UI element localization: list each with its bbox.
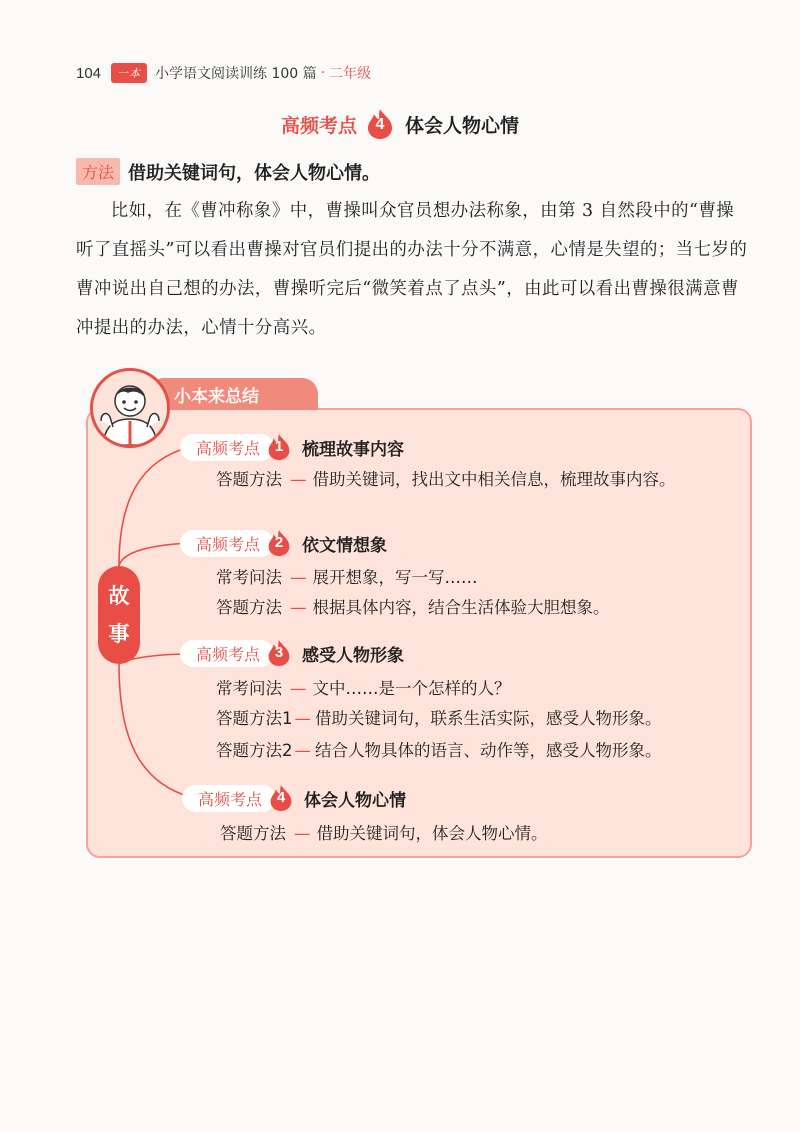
item-text: 借助关键词，找出文中相关信息，梳理故事内容。	[312, 470, 676, 489]
key-point-label: 高频考点	[180, 640, 274, 667]
answer-method-2	[216, 596, 610, 620]
answer-method-1	[216, 468, 726, 492]
title-separator: ·	[320, 65, 326, 81]
book-title: 小学语文阅读训练 100 篇	[155, 66, 317, 82]
key-point-number: 2	[274, 534, 284, 551]
key-point-title: 体会人物心情	[304, 790, 407, 811]
section-number: 4	[375, 116, 385, 133]
root-node-story	[98, 566, 140, 664]
section-label: 高频考点	[280, 114, 357, 137]
item-text: 展开想象，写一写……	[312, 568, 478, 587]
key-point-2	[180, 528, 387, 558]
item-text: 根据具体内容，结合生活体验大胆想象。	[312, 598, 610, 617]
item-label: 答题方法	[216, 470, 282, 489]
item-label: 答题方法	[216, 598, 282, 617]
key-point-1	[180, 432, 404, 462]
item-text: 借助关键词句，体会人物心情。	[316, 824, 548, 843]
key-point-number: 4	[276, 789, 286, 806]
item-label: 答题方法2	[216, 741, 293, 760]
item-dash: —	[290, 598, 307, 617]
item-dash: —	[290, 470, 307, 489]
flame-badge	[266, 432, 292, 462]
flame-badge	[266, 638, 292, 668]
item-dash: —	[290, 568, 307, 587]
book-grade: 二年级	[329, 66, 372, 82]
item-label: 常考问法	[216, 568, 282, 587]
item-text: 借助关键词句，联系生活实际，感受人物形象。	[315, 709, 662, 728]
item-label: 常考问法	[216, 679, 282, 698]
key-point-4	[182, 783, 406, 813]
key-point-title: 依文情想象	[302, 535, 388, 556]
key-point-number: 3	[274, 644, 284, 661]
common-question-3	[216, 677, 511, 701]
item-dash: —	[294, 741, 311, 760]
answer-method-4	[220, 822, 548, 846]
item-label: 答题方法	[220, 824, 286, 843]
item-dash: —	[294, 824, 311, 843]
answer-method-3a	[216, 707, 662, 731]
item-text: 结合人物具体的语言、动作等，感受人物形象。	[315, 741, 662, 760]
brand-logo: 一本	[111, 63, 147, 83]
item-dash: —	[294, 709, 311, 728]
method-text: 借助关键词句，体会人物心情。	[128, 162, 381, 184]
key-point-label: 高频考点	[180, 434, 274, 461]
item-text: 文中……是一个怎样的人？	[312, 679, 511, 698]
key-point-title: 感受人物形象	[302, 645, 405, 666]
flame-badge	[266, 528, 292, 558]
key-point-label: 高频考点	[182, 785, 276, 812]
key-point-title: 梳理故事内容	[302, 439, 405, 460]
key-point-number: 1	[274, 438, 284, 455]
key-point-label: 高频考点	[180, 530, 274, 557]
method-tag: 方法	[76, 158, 120, 185]
section-name: 体会人物心情	[405, 114, 520, 137]
item-dash: —	[290, 679, 307, 698]
item-label: 答题方法1	[216, 709, 293, 728]
root-char-2: 事	[108, 622, 130, 646]
flame-badge	[268, 783, 294, 813]
key-point-3	[180, 638, 404, 668]
root-char-1: 故	[108, 584, 130, 608]
example-paragraph: 比如，在《曹冲称象》中，曹操叫众官员想办法称象，由第 3 自然段中的“曹操听了直摇头”可以看出曹操对官员们提出的办法十分不满意，心情是失望的；当七岁的曹冲说出自己想的办法，曹操听完后“微笑着点了点头”，由此可以看出曹操很满意曹冲提出的办法，心情十分高兴。	[76, 201, 748, 338]
common-question-2	[216, 566, 478, 590]
summary-tab: 小本来总结	[148, 378, 318, 410]
answer-method-3b	[216, 739, 662, 763]
page-number: 104	[76, 64, 102, 82]
